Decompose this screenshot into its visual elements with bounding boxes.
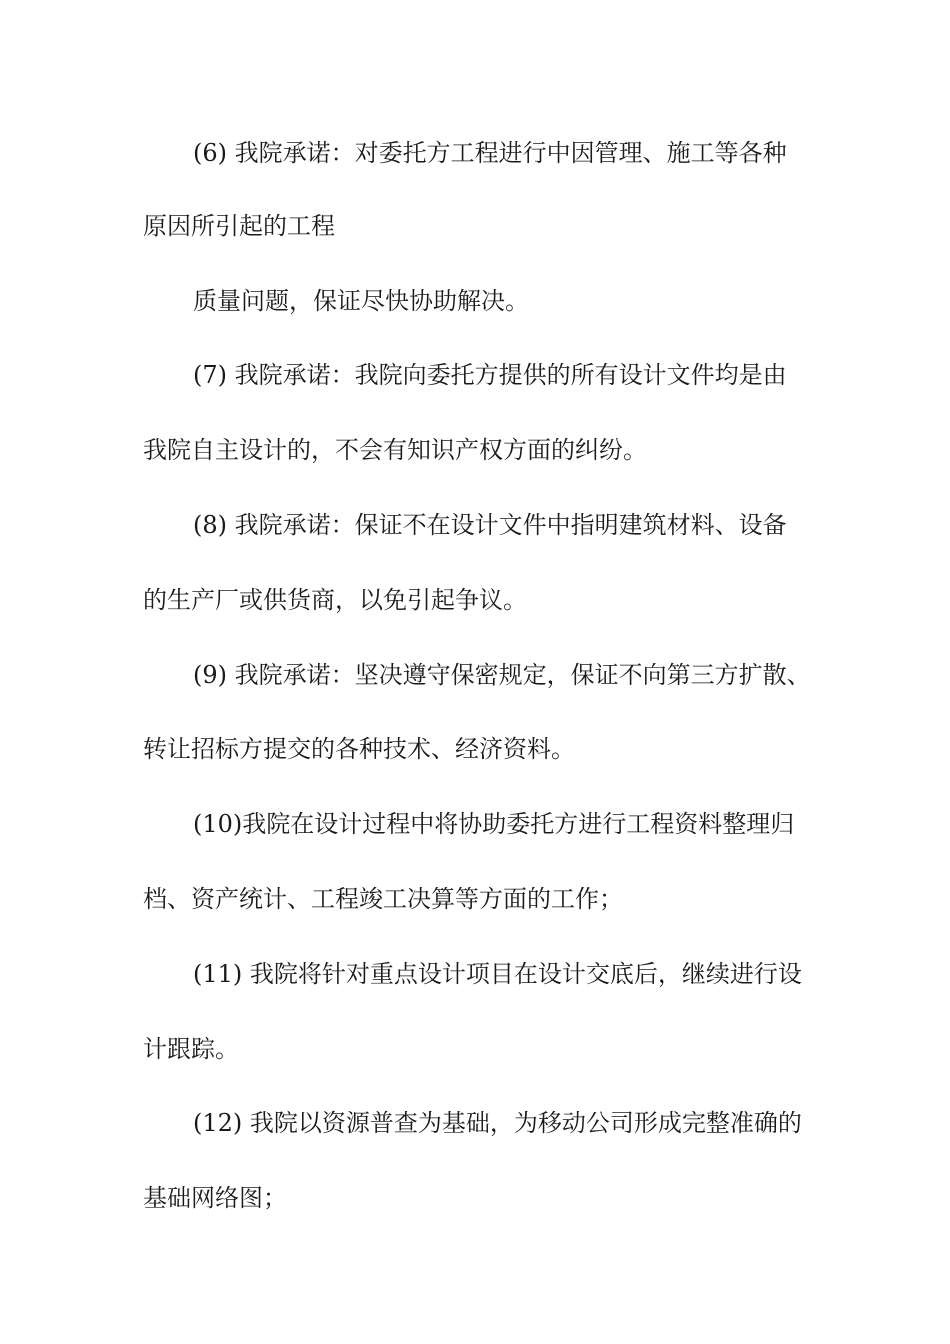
paragraph-12-line-1: (12) 我院以资源普查为基础，为移动公司形成完整准确的 <box>193 1109 802 1137</box>
paragraph-6-line-3: 质量问题，保证尽快协助解决。 <box>193 287 529 315</box>
paragraph-12-line-2: 基础网络图； <box>143 1184 287 1212</box>
paragraph-6-line-1: (6) 我院承诺：对委托方工程进行中因管理、施工等各种 <box>193 139 787 167</box>
paragraph-9-line-2: 转让招标方提交的各种技术、经济资料。 <box>143 735 575 763</box>
paragraph-8-line-1: (8) 我院承诺：保证不在设计文件中指明建筑材料、设备 <box>193 511 787 539</box>
paragraph-9-line-1: (9) 我院承诺：坚决遵守保密规定，保证不向第三方扩散、 <box>193 661 811 689</box>
paragraph-7-line-2: 我院自主设计的，不会有知识产权方面的纠纷。 <box>143 436 647 464</box>
paragraph-11-line-1: (11) 我院将针对重点设计项目在设计交底后，继续进行设 <box>193 960 802 988</box>
paragraph-8-line-2: 的生产厂或供货商，以免引起争议。 <box>143 586 527 614</box>
paragraph-10-line-2: 档、资产统计、工程竣工决算等方面的工作； <box>143 885 623 913</box>
paragraph-11-line-2: 计跟踪。 <box>143 1035 239 1063</box>
paragraph-10-line-1: (10)我院在设计过程中将协助委托方进行工程资料整理归 <box>193 810 795 838</box>
paragraph-7-line-1: (7) 我院承诺：我院向委托方提供的所有设计文件均是由 <box>193 361 787 389</box>
paragraph-6-line-2: 原因所引起的工程 <box>143 212 335 240</box>
